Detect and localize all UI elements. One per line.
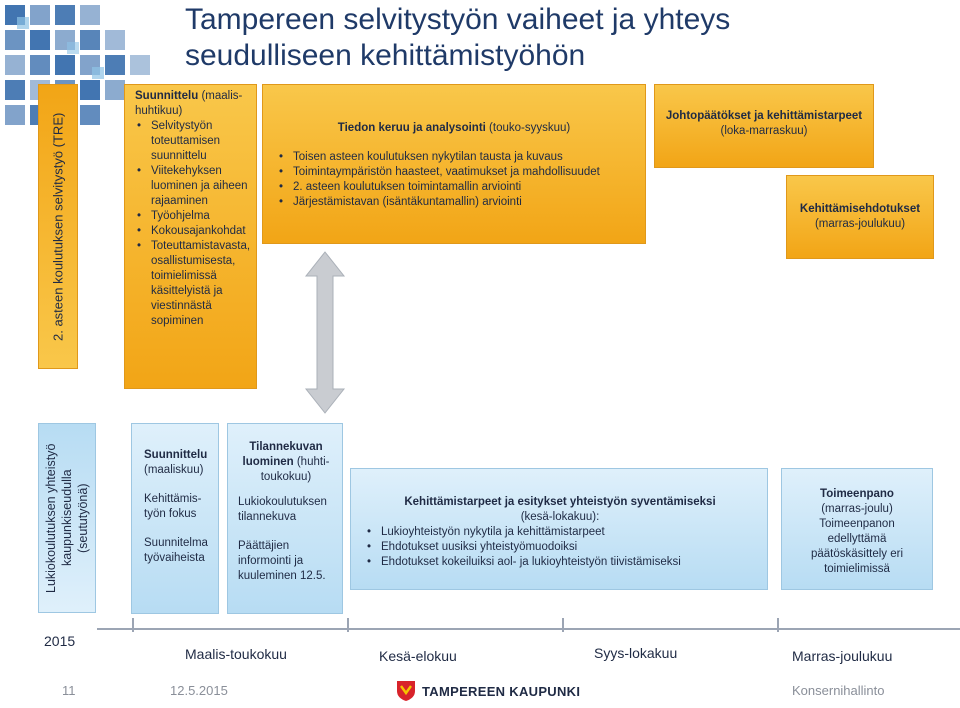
list-item: • Toisen asteen koulutuksen nykytilan tausta ja kuvaus bbox=[277, 150, 631, 165]
regional-side-label bbox=[43, 443, 91, 592]
tre-data-collection-box bbox=[262, 84, 646, 244]
tre-planning-heading-bold: Suunnittelu bbox=[135, 90, 199, 102]
tre-side-label: 2. asteen koulutuksen selvitystyö (TRE) bbox=[50, 112, 66, 341]
slide-title-line-1: Tampereen selvitystyön vaiheet ja yhteys bbox=[185, 3, 731, 36]
list-item: • Ehdotukset uusiksi yhteistyömuodoiksi bbox=[365, 540, 755, 555]
double-arrow-icon bbox=[304, 250, 346, 415]
footer-date: 12.5.2015 bbox=[170, 683, 228, 698]
regional-development-list bbox=[365, 525, 755, 570]
list-item: • Toimintaympäristön haasteet, vaatimukset ja mahdollisuudet bbox=[277, 165, 631, 180]
regional-situation-heading bbox=[238, 440, 334, 485]
regional-implementation-box bbox=[781, 468, 933, 590]
tre-data-collection-heading-rest: (touko-syyskuu) bbox=[485, 122, 571, 134]
timeline-period: Maalis-toukokuu bbox=[185, 646, 287, 662]
list-item: • Ehdotukset kokeiluiksi aol- ja lukioyhteistyön tiivistämiseksi bbox=[365, 555, 755, 570]
footer-department: Konsernihallinto bbox=[792, 683, 885, 698]
regional-planning-sub: (maaliskuu) bbox=[144, 464, 204, 476]
tre-planning-box bbox=[124, 84, 257, 389]
regional-side-label-line-1: Lukiokoulutuksen yhteistyö bbox=[44, 443, 58, 593]
slide-title-line-2: seudulliseen kehittämistyöhön bbox=[185, 39, 586, 72]
regional-development-sub: (kesä-lokakuu): bbox=[520, 511, 600, 523]
timeline-line bbox=[97, 628, 960, 630]
city-brand: TAMPEREEN KAUPUNKI bbox=[422, 683, 581, 699]
list-item: • Järjestämistavan (isäntäkuntamallin) arviointi bbox=[277, 195, 631, 210]
slide-title bbox=[185, 2, 885, 74]
page-number: 11 bbox=[62, 683, 76, 698]
timeline-tick bbox=[132, 618, 134, 632]
tre-data-collection-heading-bold: Tiedon keruu ja analysointi bbox=[337, 122, 486, 134]
tre-data-collection-list bbox=[277, 150, 631, 210]
list-item: • Viitekehyksen luominen ja aiheen rajaaminen bbox=[135, 164, 250, 209]
tre-proposals-box bbox=[786, 175, 934, 259]
timeline-period: Syys-lokakuu bbox=[594, 645, 678, 661]
list-item: • Kokousajankohdat bbox=[135, 224, 250, 239]
regional-planning-heading: Suunnittelu bbox=[144, 449, 208, 461]
regional-planning-box bbox=[131, 423, 219, 614]
tre-proposals-sub: (marras-joulukuu) bbox=[814, 218, 906, 230]
city-logo bbox=[396, 680, 580, 702]
regional-side-label-line-3: (seututyönä) bbox=[76, 483, 90, 553]
timeline-tick bbox=[347, 618, 349, 632]
timeline-year: 2015 bbox=[44, 633, 76, 649]
timeline-period: Marras-joulukuu bbox=[792, 648, 893, 664]
tre-side-label-box bbox=[38, 84, 78, 369]
regional-development-box bbox=[350, 468, 768, 590]
tre-data-collection-heading bbox=[277, 121, 631, 136]
regional-planning-p1: Kehittämis-työn fokus bbox=[144, 493, 202, 520]
tre-conclusions-box bbox=[654, 84, 874, 168]
tre-planning-heading bbox=[135, 89, 250, 119]
regional-situation-heading-bold: Tilannekuvan luominen bbox=[242, 441, 323, 468]
regional-implementation-sub: (marras-joulu) bbox=[821, 503, 893, 515]
regional-side-label-line-2: kaupunkiseudulla bbox=[60, 469, 74, 567]
tre-conclusions-heading: Johtopäätökset ja kehittämistarpeet bbox=[665, 110, 863, 122]
regional-implementation-p1: Toimeenpanon edellyttämä päätöskäsittely eri toimielimissä bbox=[810, 518, 904, 575]
list-item: • Toteuttamistavasta, osallistumisesta, toimielimissä käsittelyistä ja viestinnästä sopiminen bbox=[135, 239, 250, 329]
regional-implementation-heading: Toimeenpano bbox=[820, 488, 894, 500]
tre-proposals-heading: Kehittämisehdotukset bbox=[799, 203, 921, 215]
list-item: • 2. asteen koulutuksen toimintamallin arviointi bbox=[277, 180, 631, 195]
regional-situation-heading-rest: (huhti-toukokuu) bbox=[260, 456, 330, 483]
tre-planning-heading-rest: (maalis-huhtikuu) bbox=[135, 90, 243, 117]
list-item: • Lukioyhteistyön nykytila ja kehittämistarpeet bbox=[365, 525, 755, 540]
regional-development-heading: Kehittämistarpeet ja esitykset yhteistyön syventämiseksi bbox=[404, 496, 716, 508]
list-item: • Selvitystyön toteuttamisen suunnittelu bbox=[135, 119, 250, 164]
regional-planning-p2: Suunnitelma työvaiheista bbox=[144, 537, 208, 564]
regional-situation-box bbox=[227, 423, 343, 614]
tre-planning-list bbox=[135, 119, 250, 329]
regional-situation-p1: Lukiokoulutuksen tilannekuva bbox=[238, 496, 327, 523]
tre-conclusions-sub: (loka-marraskuu) bbox=[720, 125, 808, 137]
regional-side-label-box bbox=[38, 423, 96, 613]
city-crest-icon bbox=[396, 680, 416, 702]
timeline-tick bbox=[777, 618, 779, 632]
regional-situation-p2: Päättäjien informointi ja kuuleminen 12.5. bbox=[238, 540, 326, 582]
list-item: • Työohjelma bbox=[135, 209, 250, 224]
timeline-period: Kesä-elokuu bbox=[379, 648, 457, 664]
timeline-tick bbox=[562, 618, 564, 632]
